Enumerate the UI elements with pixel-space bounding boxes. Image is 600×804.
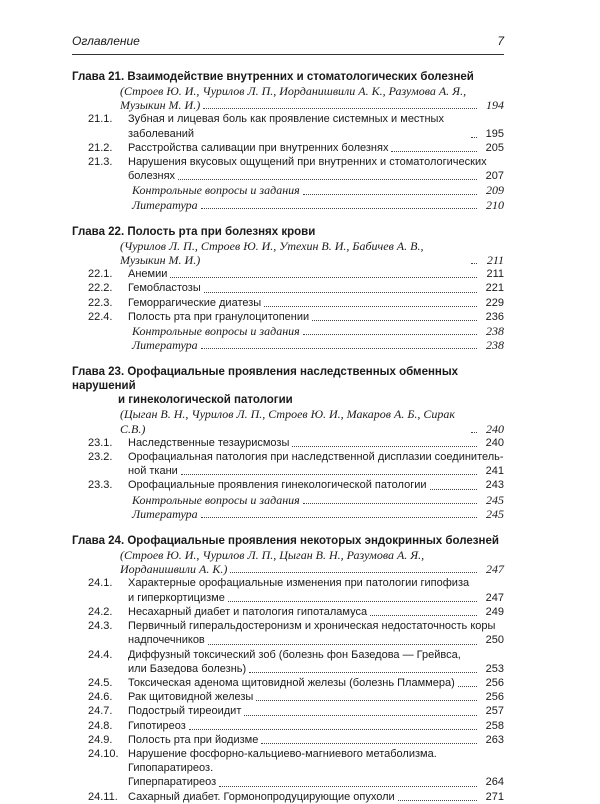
- section-title-text: Гиперпаратиреоз: [128, 776, 217, 789]
- section-title: [128, 733, 504, 747]
- section-title-text: Несахарный диабет и патология гипоталамуса: [128, 605, 368, 618]
- chapter-extra-text: Литература: [132, 506, 198, 521]
- section-number: 23.3.: [88, 479, 113, 492]
- section-number: 24.3.: [88, 620, 113, 633]
- dot-leader: [208, 644, 477, 645]
- dot-leader: [261, 743, 477, 744]
- section-title: [128, 690, 504, 704]
- section-title-line: Нарушение фосфорно-кальциево-магниевого метаболизма. Гипопаратиреоз.: [128, 747, 437, 775]
- section-title-last-line: [128, 690, 504, 704]
- section-number: 21.1.: [88, 113, 113, 126]
- dot-leader: [178, 179, 477, 180]
- section-entry: [72, 605, 504, 619]
- chapter: [72, 365, 504, 521]
- section-number: 21.3.: [88, 156, 113, 169]
- section-title-text: Подострый тиреоидит: [128, 705, 242, 718]
- chapter-extra: [72, 183, 504, 197]
- page-number: 238: [486, 338, 504, 353]
- dot-leader: [471, 137, 477, 138]
- section-entry: [72, 155, 504, 183]
- chapter-title: [72, 365, 504, 407]
- section-number: 24.4.: [88, 648, 113, 661]
- section-title-text: ной ткани: [128, 465, 178, 478]
- section-title-text: Гипотиреоз: [128, 719, 186, 732]
- section-title-text: Расстройства саливации при внутренних болезнях: [128, 141, 389, 154]
- section-number: 22.2.: [88, 282, 113, 295]
- section-title-text: Рак щитовидной железы: [128, 691, 254, 704]
- section-number: 24.7.: [88, 705, 113, 718]
- chapter-authors: [72, 239, 504, 267]
- dot-leader: [256, 700, 477, 701]
- section-title-last-line: [128, 733, 504, 747]
- chapter-extra-last-line: [132, 198, 504, 212]
- header-page-number: 7: [497, 34, 504, 48]
- section-title-text: Полость рта при йодизме: [128, 733, 259, 746]
- chapter-title: [72, 225, 504, 239]
- chapter-extra-last-line: [132, 324, 504, 338]
- dot-leader: [204, 292, 477, 293]
- section-number: 24.9.: [88, 733, 113, 746]
- dot-leader: [303, 503, 477, 504]
- dot-leader: [471, 432, 477, 433]
- section-entry: [72, 704, 504, 718]
- page-number: 245: [486, 506, 504, 521]
- chapter-authors-text: Музыкин М. И.): [120, 98, 201, 113]
- section-title-last-line: [128, 676, 504, 690]
- page-number: 240: [485, 436, 504, 449]
- chapter: [72, 70, 504, 212]
- section-number: 24.8.: [88, 719, 113, 732]
- chapter-title-line: Глава 22. Полость рта при болезнях крови: [72, 225, 316, 238]
- section-number: 24.10.: [88, 747, 119, 760]
- header-title: Оглавление: [72, 34, 140, 48]
- section-entry: [72, 450, 504, 478]
- section-title-text: Полость рта при гранулоцитопении: [128, 310, 310, 323]
- page-number: 250: [485, 634, 504, 647]
- section-entry: [72, 576, 504, 604]
- page-number: 221: [485, 282, 504, 295]
- section-title-last-line: [128, 633, 504, 647]
- section-title: [128, 576, 504, 604]
- section-entry: [72, 648, 504, 676]
- section-title-last-line: [128, 112, 504, 140]
- section-title: [128, 436, 504, 450]
- section-title: [128, 281, 504, 295]
- dot-leader: [264, 306, 477, 307]
- section-entry: [72, 267, 504, 281]
- dot-leader: [391, 151, 477, 152]
- page-number: 249: [485, 605, 504, 618]
- section-number: 22.4.: [88, 310, 113, 323]
- dot-leader: [398, 800, 477, 801]
- section-title: [128, 747, 504, 790]
- section-number: 24.2.: [88, 605, 113, 618]
- section-entry: [72, 690, 504, 704]
- section-title-last-line: [128, 267, 504, 281]
- page-number: 243: [485, 479, 504, 492]
- section-number: 22.1.: [88, 268, 113, 281]
- section-title-last-line: [128, 478, 504, 492]
- dot-leader: [228, 601, 477, 602]
- section-title: [128, 478, 504, 492]
- dot-leader: [201, 517, 477, 518]
- section-title: [128, 676, 504, 690]
- section-title-line: Первичный гиперальдостеронизм и хроническая недостаточность коры: [128, 620, 496, 633]
- section-title: [128, 112, 504, 140]
- page-number: 195: [485, 127, 504, 140]
- chapter-extra-last-line: [132, 493, 504, 507]
- dot-leader: [292, 446, 477, 447]
- section-title-last-line: [128, 719, 504, 733]
- section-title-text: Анемии: [128, 268, 168, 281]
- dot-leader: [303, 194, 477, 195]
- page-number: 238: [486, 324, 504, 339]
- section-title-text: Орофациальные проявления гинекологической патологии: [128, 479, 427, 492]
- chapter-authors-text: Иорданишвили А. К.): [120, 562, 228, 577]
- chapter-extra: [72, 507, 504, 521]
- dot-leader: [249, 672, 477, 673]
- section-title-text: надпочечников: [128, 634, 205, 647]
- chapter-title-line: и гинекологической патологии: [118, 394, 293, 407]
- section-entry: [72, 281, 504, 295]
- chapter-extra: [72, 324, 504, 338]
- chapter-authors: [72, 407, 504, 435]
- page-number: 257: [485, 705, 504, 718]
- section-title-text: и гиперкортицизме: [128, 591, 225, 604]
- section-number: 23.1.: [88, 436, 113, 449]
- page-number: 263: [485, 733, 504, 746]
- section-entry: [72, 436, 504, 450]
- section-title-last-line: [128, 790, 504, 804]
- table-of-contents: [72, 70, 504, 804]
- chapter-authors-line: (Строев Ю. И., Чурилов Л. П., Иорданишвили А. К., Разумова А. Я.,: [120, 84, 467, 98]
- section-number: 24.6.: [88, 691, 113, 704]
- section-title-last-line: [128, 296, 504, 310]
- section-title-last-line: [128, 662, 504, 676]
- section-entry: [72, 478, 504, 492]
- section-title: [128, 605, 504, 619]
- page-number: 241: [485, 465, 504, 478]
- section-title-line: Орофациальная патология при наследственной дисплазии соединитель-: [128, 451, 504, 464]
- section-title-last-line: [128, 704, 504, 718]
- chapter: [72, 225, 504, 353]
- page-number: 253: [485, 662, 504, 675]
- section-title: [128, 648, 504, 676]
- page-number: 240: [486, 421, 504, 436]
- section-title-line: Нарушения вкусовых ощущений при внутренних и стоматологических: [128, 156, 487, 169]
- section-entry: [72, 747, 504, 790]
- dot-leader: [189, 729, 477, 730]
- section-title: [128, 704, 504, 718]
- page-number: 207: [485, 170, 504, 183]
- dot-leader: [201, 348, 477, 349]
- section-title-text: Геморрагические диатезы: [128, 296, 262, 309]
- section-title-text: Сахарный диабет. Гормонопродуцирующие опухоли: [128, 790, 395, 803]
- section-title: [128, 155, 504, 183]
- page-number: 247: [486, 562, 504, 577]
- section-entry: [72, 790, 504, 804]
- section-entry: [72, 619, 504, 647]
- chapter-authors-last-line: [120, 239, 504, 267]
- section-title-last-line: [128, 775, 504, 789]
- dot-leader: [458, 686, 477, 687]
- chapter-extra-text: Литература: [132, 338, 198, 353]
- chapter-authors-text: (Чурилов Л. П., Строев Ю. И., Утехин В. И., Бабичев А. В., Музыкин М. И.): [120, 238, 424, 268]
- section-number: 23.2.: [88, 451, 113, 464]
- section-title: [128, 296, 504, 310]
- section-title-last-line: [128, 591, 504, 605]
- section-number: 24.5.: [88, 676, 113, 689]
- section-entry: [72, 141, 504, 155]
- chapter-extra-text: Контрольные вопросы и задания: [132, 183, 300, 198]
- chapter-authors-line: (Строев Ю. И., Чурилов Л. П., Цыган В. Н., Разумова А. Я.,: [120, 548, 425, 563]
- page-number: 211: [486, 253, 504, 268]
- chapter-extra-text: Контрольные вопросы и задания: [132, 492, 300, 507]
- dot-leader: [471, 263, 477, 264]
- page-number: 210: [486, 197, 504, 212]
- page-number: 209: [486, 183, 504, 198]
- chapter-extra: [72, 338, 504, 352]
- page-number: 229: [485, 296, 504, 309]
- page-number: 236: [485, 310, 504, 323]
- chapter-extra-last-line: [132, 338, 504, 352]
- section-entry: [72, 296, 504, 310]
- dot-leader: [203, 108, 477, 109]
- chapter-extra-text: Литература: [132, 197, 198, 212]
- page-number: 194: [486, 98, 504, 113]
- chapter-title: [72, 70, 504, 84]
- chapter-authors-last-line: [120, 98, 504, 112]
- chapter-title-line: Глава 24. Орофациальные проявления некоторых эндокринных болезней: [72, 535, 499, 548]
- dot-leader: [230, 572, 477, 573]
- dot-leader: [219, 786, 477, 787]
- section-title: [128, 267, 504, 281]
- section-entry: [72, 733, 504, 747]
- page-number: 205: [485, 141, 504, 154]
- chapter: [72, 534, 504, 804]
- section-number: 21.2.: [88, 141, 113, 154]
- section-title-last-line: [128, 605, 504, 619]
- section-number: 24.1.: [88, 577, 113, 590]
- dot-leader: [430, 489, 478, 490]
- running-header: [72, 34, 504, 55]
- section-title-line: Характерные орофациальные изменения при патологии гипофиза: [128, 577, 470, 590]
- section-title-text: Гемобластозы: [128, 282, 201, 295]
- dot-leader: [170, 277, 477, 278]
- section-title-last-line: [128, 169, 504, 183]
- section-entry: [72, 112, 504, 140]
- chapter-authors-last-line: [120, 562, 504, 576]
- page-number: 256: [485, 691, 504, 704]
- section-number: 22.3.: [88, 296, 113, 309]
- section-entry: [72, 310, 504, 324]
- section-title: [128, 719, 504, 733]
- page-number: 264: [485, 776, 504, 789]
- section-title: [128, 619, 504, 647]
- chapter-title-line: Глава 23. Орофациальные проявления наследственных обменных нарушений: [72, 366, 459, 393]
- section-title: [128, 310, 504, 324]
- chapter-title-line: Глава 21. Взаимодействие внутренних и стоматологических болезней: [72, 71, 474, 83]
- page-number: 247: [485, 591, 504, 604]
- section-title-text: Токсическая аденома щитовидной железы (болезнь Пламмера): [128, 676, 455, 689]
- chapter-title: [72, 534, 504, 548]
- section-title-line: Диффузный токсический зоб (болезнь фон Базедова — Грейвса,: [128, 648, 461, 661]
- section-title-last-line: [128, 281, 504, 295]
- dot-leader: [181, 474, 477, 475]
- section-title-text: или Базедова болезнь): [128, 662, 247, 675]
- dot-leader: [370, 615, 477, 616]
- chapter-authors-last-line: [120, 407, 504, 435]
- dot-leader: [201, 208, 477, 209]
- chapter-extra: [72, 198, 504, 212]
- section-entry: [72, 676, 504, 690]
- page-number: 271: [485, 790, 504, 803]
- page-number: 258: [485, 719, 504, 732]
- section-title: [128, 141, 504, 155]
- chapter-extra-text: Контрольные вопросы и задания: [132, 324, 300, 339]
- section-entry: [72, 719, 504, 733]
- chapter-extra-last-line: [132, 507, 504, 521]
- dot-leader: [312, 320, 477, 321]
- chapter-extra: [72, 493, 504, 507]
- section-title-text: Наследственные тезаурисмозы: [128, 436, 290, 449]
- page-number: 211: [486, 268, 504, 281]
- page-number: 245: [486, 492, 504, 507]
- dot-leader: [303, 334, 477, 335]
- section-title: [128, 790, 504, 804]
- section-number: 24.11.: [88, 790, 118, 803]
- section-title-last-line: [128, 436, 504, 450]
- chapter-extra-last-line: [132, 183, 504, 197]
- section-title-last-line: [128, 310, 504, 324]
- section-title-text: Зубная и лицевая боль как проявление системных и местных заболеваний: [128, 113, 444, 140]
- chapter-authors-text: (Цыган В. Н., Чурилов Л. П., Строев Ю. И., Макаров А. Б., Сирак С.В.): [120, 407, 456, 436]
- chapter-authors: [72, 548, 504, 576]
- page-number: 256: [485, 676, 504, 689]
- section-title-last-line: [128, 464, 504, 478]
- section-title-last-line: [128, 141, 504, 155]
- section-title-text: болезнях: [128, 170, 176, 183]
- section-title: [128, 450, 504, 478]
- dot-leader: [244, 715, 477, 716]
- chapter-authors: [72, 84, 504, 112]
